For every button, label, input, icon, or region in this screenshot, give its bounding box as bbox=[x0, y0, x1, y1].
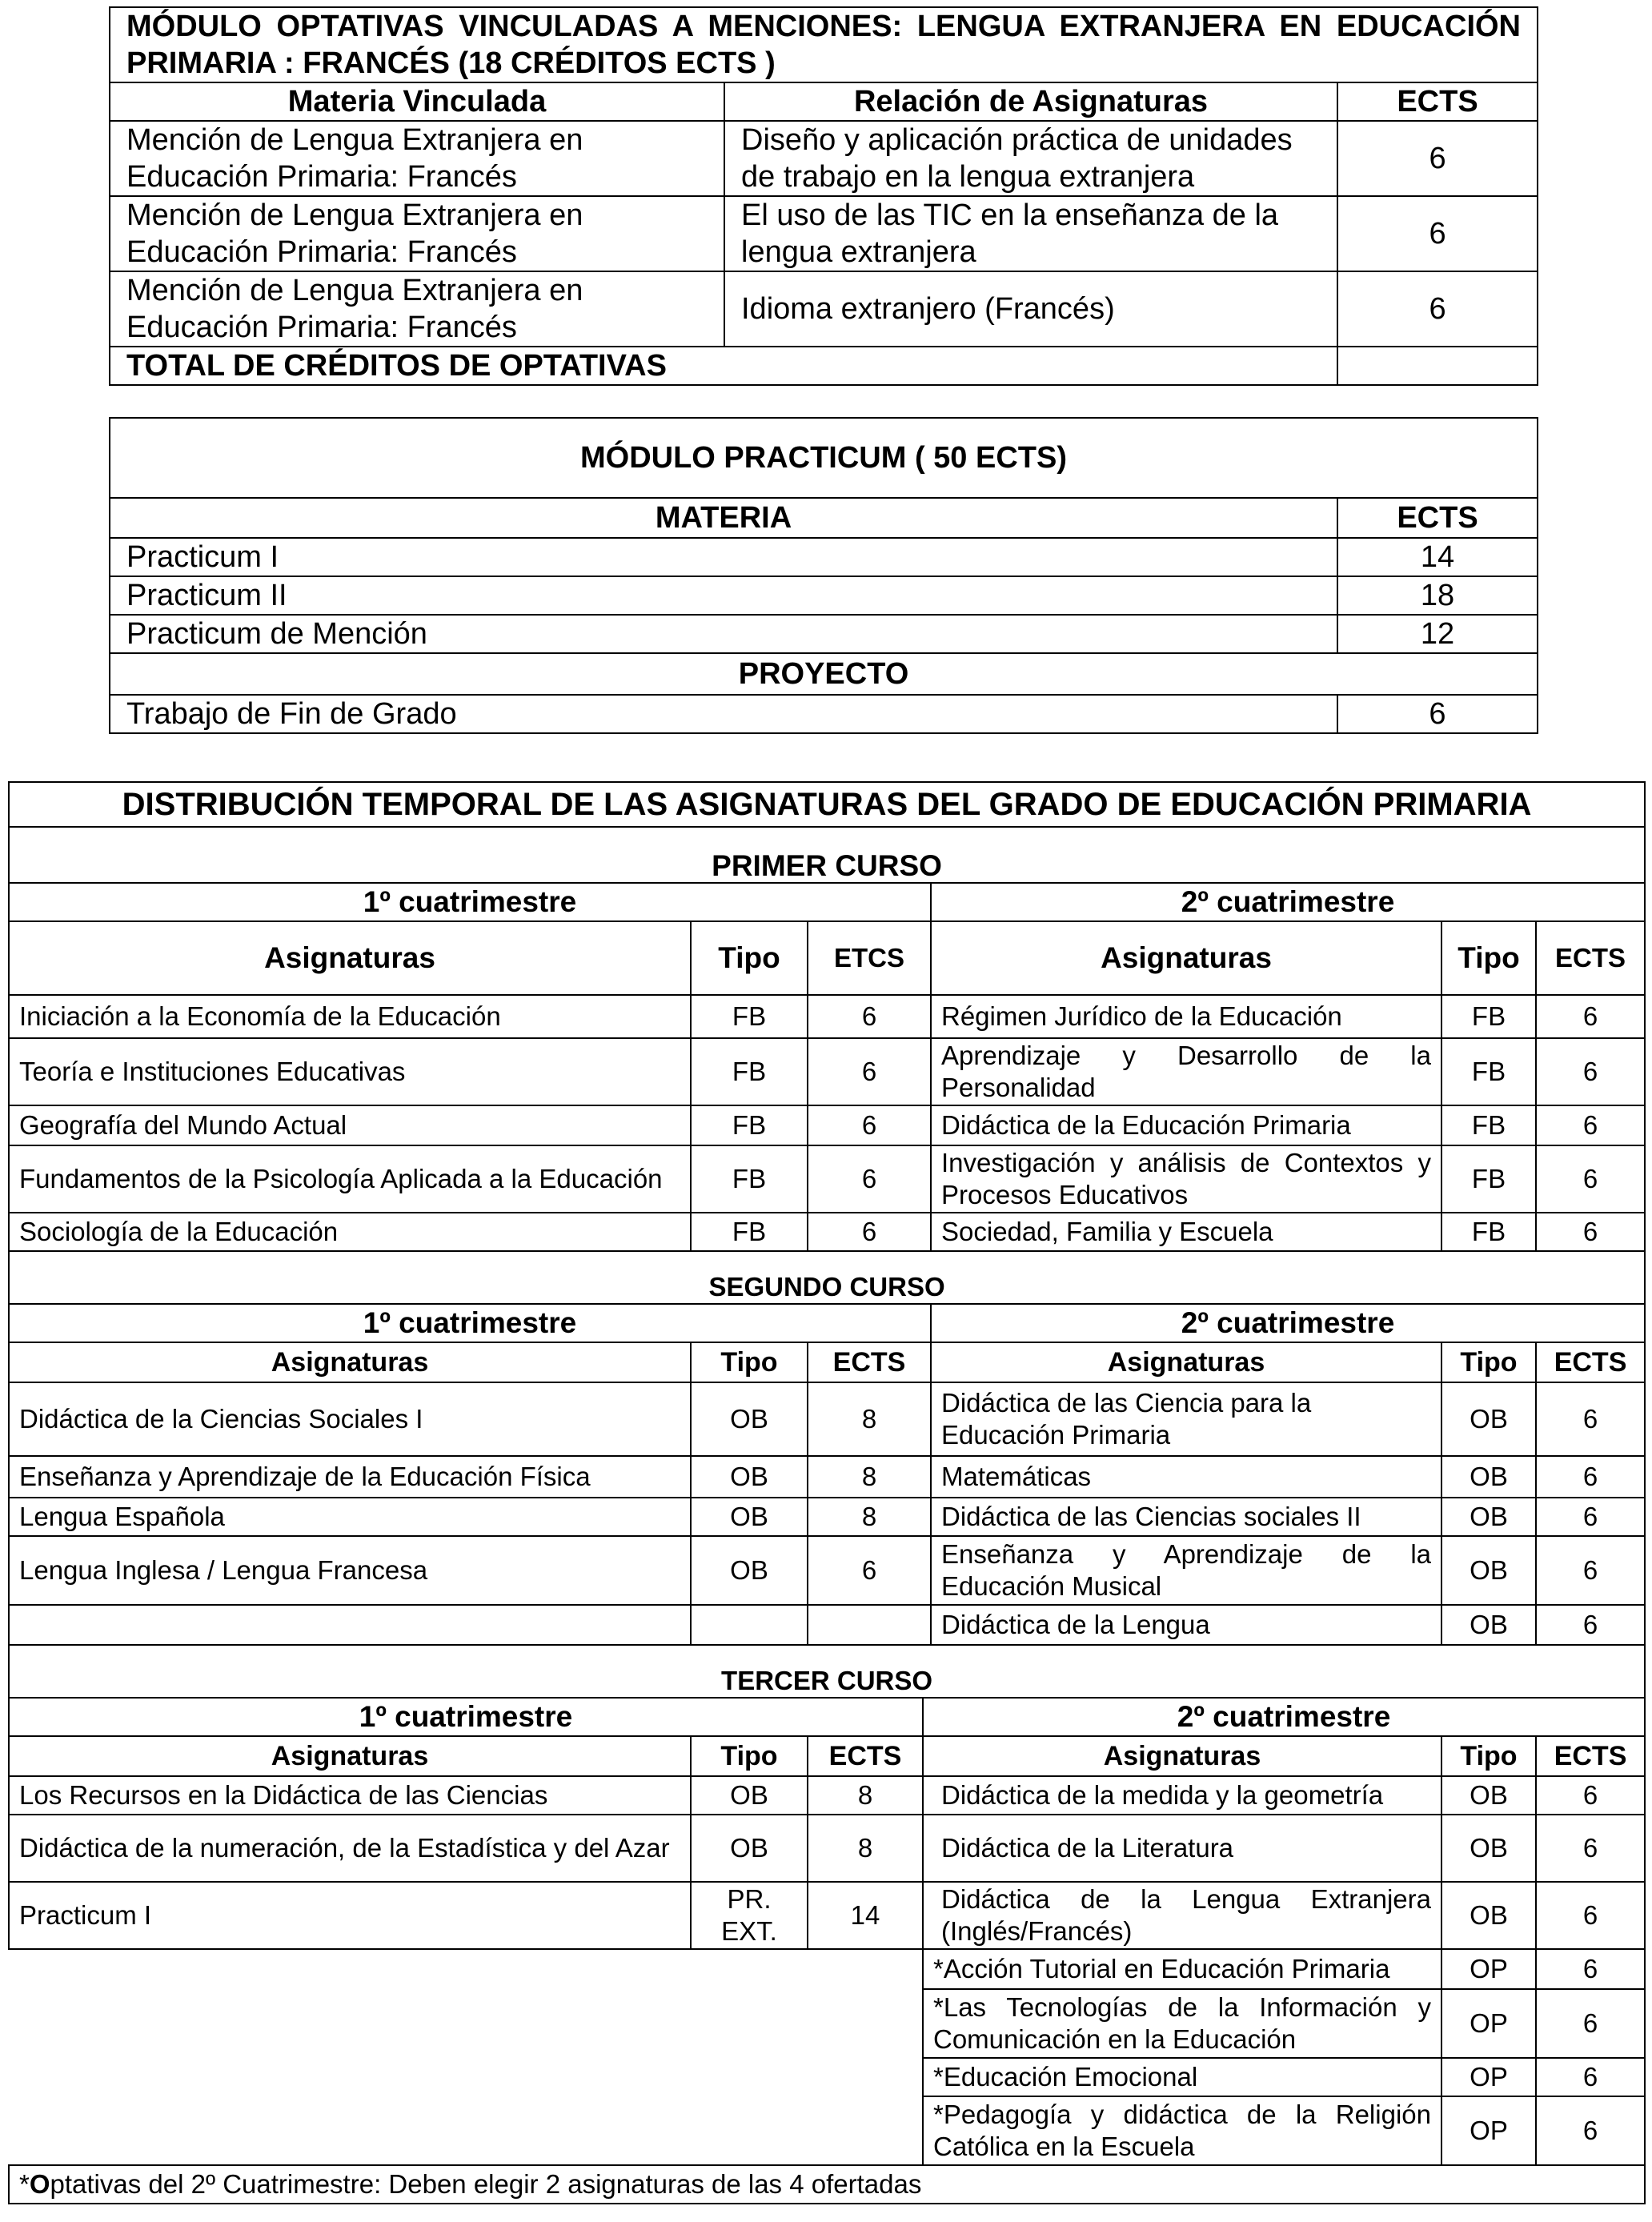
ects-cell: 6 bbox=[808, 995, 931, 1038]
ects-cell: 8 bbox=[808, 1456, 931, 1498]
practicum-name: Practicum II bbox=[110, 576, 1337, 615]
asignatura-cell: Practicum I bbox=[9, 1882, 691, 1949]
asignatura-cell: Didáctica de la numeración, de la Estadística y del Azar bbox=[9, 1815, 691, 1882]
asignatura-cell: Régimen Jurídico de la Educación bbox=[931, 995, 1441, 1038]
table-row bbox=[9, 1038, 1645, 1105]
tipo-cell: OB bbox=[1441, 1815, 1536, 1882]
table-row bbox=[9, 1145, 1645, 1213]
practicum-name: Practicum de Mención bbox=[110, 615, 1337, 653]
table-row bbox=[110, 271, 1538, 347]
header-asignaturas: Asignaturas bbox=[923, 1736, 1441, 1776]
asignatura-cell: Sociología de la Educación bbox=[9, 1213, 691, 1251]
ects-cell: 6 bbox=[1337, 271, 1538, 347]
asignatura-cell: Investigación y análisis de Contextos y Procesos Educativos bbox=[931, 1145, 1441, 1213]
tipo-cell: OP bbox=[1441, 1989, 1536, 2058]
header-asignaturas: Asignaturas bbox=[931, 1342, 1441, 1382]
table-row bbox=[9, 1498, 1645, 1536]
segundo-curso-title: SEGUNDO CURSO bbox=[9, 1251, 1645, 1304]
ects-cell: 6 bbox=[808, 1536, 931, 1605]
table-row bbox=[110, 538, 1538, 576]
distribucion-title: DISTRIBUCIÓN TEMPORAL DE LAS ASIGNATURAS DEL GRADO DE EDUCACIÓN PRIMARIA bbox=[9, 782, 1645, 827]
header-asignaturas: Asignaturas bbox=[931, 921, 1441, 995]
tipo-cell: OB bbox=[691, 1382, 808, 1456]
ects-cell: 6 bbox=[1536, 1536, 1645, 1605]
tipo-cell: OP bbox=[1441, 2096, 1536, 2165]
header-ects: ECTS bbox=[1536, 1342, 1645, 1382]
header-materia: Materia Vinculada bbox=[110, 82, 724, 121]
tipo-cell: OB bbox=[1441, 1605, 1536, 1645]
tercer-c1: 1º cuatrimestre bbox=[9, 1698, 923, 1736]
ects-cell: 6 bbox=[808, 1145, 931, 1213]
header-asignaturas: Asignaturas bbox=[9, 921, 691, 995]
asignatura-cell bbox=[9, 1605, 691, 1645]
tipo-cell: OB bbox=[1441, 1498, 1536, 1536]
ects-cell: 6 bbox=[1536, 1605, 1645, 1645]
tipo-cell: FB bbox=[1441, 1213, 1536, 1251]
header-ects: ECTS bbox=[808, 1342, 931, 1382]
ects-cell: 8 bbox=[808, 1815, 923, 1882]
tipo-cell: OB bbox=[691, 1498, 808, 1536]
header-tipo: Tipo bbox=[691, 1342, 808, 1382]
asignatura-cell: Didáctica de la Lengua Extranjera (Inglés/Francés) bbox=[923, 1882, 1441, 1949]
ects-cell: 6 bbox=[1337, 121, 1538, 196]
table-row bbox=[9, 995, 1645, 1038]
asignatura-cell: El uso de las TIC en la enseñanza de la lengua extranjera bbox=[724, 196, 1337, 271]
practicum-ects: 14 bbox=[1337, 538, 1538, 576]
ects-cell: 6 bbox=[808, 1105, 931, 1145]
practicum-ects: 12 bbox=[1337, 615, 1538, 653]
tipo-cell: OB bbox=[691, 1776, 808, 1815]
tercer-curso-title: TERCER CURSO bbox=[9, 1645, 1645, 1698]
ects-cell: 8 bbox=[808, 1382, 931, 1456]
header-tipo: Tipo bbox=[1441, 921, 1536, 995]
asignatura-cell: Enseñanza y Aprendizaje de la Educación Física bbox=[9, 1456, 691, 1498]
note-text: ptativas del 2º Cuatrimestre: Deben elegir 2 asignaturas de las 4 ofertadas bbox=[50, 2169, 922, 2199]
asignatura-cell: Fundamentos de la Psicología Aplicada a la Educación bbox=[9, 1145, 691, 1213]
tipo-cell: PR. EXT. bbox=[691, 1882, 808, 1949]
header-ects: ECTS bbox=[1337, 498, 1538, 538]
asignatura-cell: Didáctica de la Ciencias Sociales I bbox=[9, 1382, 691, 1456]
table-row bbox=[9, 1605, 1645, 1645]
header-tipo: Tipo bbox=[691, 1736, 808, 1776]
materia-cell: Mención de Lengua Extranjera en Educación Primaria: Francés bbox=[110, 121, 724, 196]
ects-cell: 8 bbox=[808, 1498, 931, 1536]
tercer-c2: 2º cuatrimestre bbox=[923, 1698, 1645, 1736]
materia-cell: Mención de Lengua Extranjera en Educación Primaria: Francés bbox=[110, 271, 724, 347]
table-row bbox=[110, 576, 1538, 615]
note-star: * bbox=[19, 2169, 30, 2199]
tipo-cell: OB bbox=[1441, 1882, 1536, 1949]
table-row bbox=[9, 1536, 1645, 1605]
tipo-cell: OB bbox=[691, 1536, 808, 1605]
ects-cell bbox=[808, 1605, 931, 1645]
header-tipo: Tipo bbox=[691, 921, 808, 995]
primer-c2: 2º cuatrimestre bbox=[931, 883, 1645, 921]
ects-cell: 6 bbox=[1536, 1105, 1645, 1145]
tipo-cell: OP bbox=[1441, 1949, 1536, 1989]
asignatura-cell: Teoría e Instituciones Educativas bbox=[9, 1038, 691, 1105]
tipo-cell: OB bbox=[691, 1815, 808, 1882]
asignatura-cell: Los Recursos en la Didáctica de las Ciencias bbox=[9, 1776, 691, 1815]
ects-cell: 6 bbox=[1536, 2058, 1645, 2096]
ects-cell: 6 bbox=[1536, 1038, 1645, 1105]
segundo-c2: 2º cuatrimestre bbox=[931, 1304, 1645, 1342]
ects-cell: 6 bbox=[1536, 1776, 1645, 1815]
asignatura-cell: Didáctica de la medida y la geometría bbox=[923, 1776, 1441, 1815]
ects-cell: 6 bbox=[1536, 995, 1645, 1038]
practicum-table bbox=[109, 417, 1538, 734]
total-value bbox=[1337, 347, 1538, 385]
tipo-cell: FB bbox=[1441, 1105, 1536, 1145]
optativas-table bbox=[109, 6, 1538, 386]
tipo-cell: FB bbox=[691, 1213, 808, 1251]
optativa-cell: *Las Tecnologías de la Información y Comunicación en la Educación bbox=[923, 1989, 1441, 2058]
tipo-cell: FB bbox=[691, 1038, 808, 1105]
header-tipo: Tipo bbox=[1441, 1342, 1536, 1382]
asignatura-cell: Didáctica de las Ciencia para la Educación Primaria bbox=[931, 1382, 1441, 1456]
practicum-name: Practicum I bbox=[110, 538, 1337, 576]
tipo-cell: OB bbox=[1441, 1776, 1536, 1815]
asignatura-cell: Enseñanza y Aprendizaje de la Educación Musical bbox=[931, 1536, 1441, 1605]
tipo-cell: FB bbox=[1441, 995, 1536, 1038]
ects-cell: 6 bbox=[1536, 1498, 1645, 1536]
ects-cell: 6 bbox=[1536, 1145, 1645, 1213]
header-tipo: Tipo bbox=[1441, 1736, 1536, 1776]
tipo-cell: OP bbox=[1441, 2058, 1536, 2096]
materia-cell: Mención de Lengua Extranjera en Educación Primaria: Francés bbox=[110, 196, 724, 271]
ects-cell: 6 bbox=[1536, 1815, 1645, 1882]
tipo-cell: FB bbox=[691, 1145, 808, 1213]
practicum-ects: 18 bbox=[1337, 576, 1538, 615]
table-row bbox=[9, 1776, 1645, 1815]
optativas-title: MÓDULO OPTATIVAS VINCULADAS A MENCIONES: LENGUA EXTRANJERA EN EDUCACIÓN PRIMARIA : FRANCÉS (18 CRÉDITOS ECTS ) bbox=[110, 7, 1538, 82]
ects-cell: 6 bbox=[1536, 1456, 1645, 1498]
tipo-cell: FB bbox=[691, 995, 808, 1038]
segundo-c1: 1º cuatrimestre bbox=[9, 1304, 931, 1342]
asignatura-cell: Aprendizaje y Desarrollo de la Personalidad bbox=[931, 1038, 1441, 1105]
table-row bbox=[9, 1213, 1645, 1251]
table-row bbox=[9, 1815, 1645, 1882]
header-ects: ECTS bbox=[1536, 921, 1645, 995]
proyecto-label: PROYECTO bbox=[110, 653, 1538, 695]
tipo-cell: OB bbox=[1441, 1382, 1536, 1456]
ects-cell: 6 bbox=[1337, 196, 1538, 271]
ects-cell: 6 bbox=[1536, 1382, 1645, 1456]
header-relacion: Relación de Asignaturas bbox=[724, 82, 1337, 121]
table-row bbox=[110, 615, 1538, 653]
asignatura-cell: Didáctica de la Lengua bbox=[931, 1605, 1441, 1645]
ects-cell: 6 bbox=[1536, 1882, 1645, 1949]
ects-cell: 6 bbox=[1536, 1213, 1645, 1251]
header-ects: ECTS bbox=[1337, 82, 1538, 121]
table-row bbox=[110, 121, 1538, 196]
asignatura-cell: Didáctica de las Ciencias sociales II bbox=[931, 1498, 1441, 1536]
note-bold: O bbox=[29, 2169, 50, 2199]
practicum-title: MÓDULO PRACTICUM ( 50 ECTS) bbox=[110, 418, 1538, 498]
optativa-cell: *Educación Emocional bbox=[923, 2058, 1441, 2096]
header-etcs: ETCS bbox=[808, 921, 931, 995]
asignatura-cell: Geografía del Mundo Actual bbox=[9, 1105, 691, 1145]
ects-cell: 8 bbox=[808, 1776, 923, 1815]
asignatura-cell: Didáctica de la Literatura bbox=[923, 1815, 1441, 1882]
table-row bbox=[9, 1949, 1645, 1989]
header-asignaturas: Asignaturas bbox=[9, 1342, 691, 1382]
tipo-cell: FB bbox=[691, 1105, 808, 1145]
table-row bbox=[9, 1882, 1645, 1949]
ects-cell: 6 bbox=[808, 1213, 931, 1251]
asignatura-cell: Iniciación a la Economía de la Educación bbox=[9, 995, 691, 1038]
header-ects: ECTS bbox=[808, 1736, 923, 1776]
proyecto-name: Trabajo de Fin de Grado bbox=[110, 695, 1337, 733]
table-row bbox=[9, 1456, 1645, 1498]
total-label: TOTAL DE CRÉDITOS DE OPTATIVAS bbox=[110, 347, 1337, 385]
asignatura-cell: Diseño y aplicación práctica de unidades de trabajo en la lengua extranjera bbox=[724, 121, 1337, 196]
ects-cell: 6 bbox=[1536, 1949, 1645, 1989]
asignatura-cell: Matemáticas bbox=[931, 1456, 1441, 1498]
optativa-cell: *Acción Tutorial en Educación Primaria bbox=[923, 1949, 1441, 1989]
distribucion-table bbox=[8, 781, 1646, 2204]
tipo-cell: OB bbox=[691, 1456, 808, 1498]
tipo-cell bbox=[691, 1605, 808, 1645]
asignatura-cell: Didáctica de la Educación Primaria bbox=[931, 1105, 1441, 1145]
blank-area bbox=[9, 1949, 923, 2165]
ects-cell: 14 bbox=[808, 1882, 923, 1949]
optativa-cell: *Pedagogía y didáctica de la Religión Católica en la Escuela bbox=[923, 2096, 1441, 2165]
table-row bbox=[110, 196, 1538, 271]
ects-cell: 6 bbox=[1536, 2096, 1645, 2165]
primer-curso-title: PRIMER CURSO bbox=[9, 827, 1645, 883]
proyecto-ects: 6 bbox=[1337, 695, 1538, 733]
tipo-cell: OB bbox=[1441, 1456, 1536, 1498]
asignatura-cell: Lengua Inglesa / Lengua Francesa bbox=[9, 1536, 691, 1605]
table-row bbox=[9, 1382, 1645, 1456]
ects-cell: 6 bbox=[1536, 1989, 1645, 2058]
tipo-cell: OB bbox=[1441, 1536, 1536, 1605]
header-asignaturas: Asignaturas bbox=[9, 1736, 691, 1776]
primer-c1: 1º cuatrimestre bbox=[9, 883, 931, 921]
ects-cell: 6 bbox=[808, 1038, 931, 1105]
table-row bbox=[9, 1105, 1645, 1145]
header-ects: ECTS bbox=[1536, 1736, 1645, 1776]
tipo-cell: FB bbox=[1441, 1038, 1536, 1105]
asignatura-cell: Lengua Española bbox=[9, 1498, 691, 1536]
table-row bbox=[110, 695, 1538, 733]
tipo-cell: FB bbox=[1441, 1145, 1536, 1213]
optativas-note bbox=[9, 2165, 1645, 2204]
asignatura-cell: Idioma extranjero (Francés) bbox=[724, 271, 1337, 347]
header-materia: MATERIA bbox=[110, 498, 1337, 538]
asignatura-cell: Sociedad, Familia y Escuela bbox=[931, 1213, 1441, 1251]
